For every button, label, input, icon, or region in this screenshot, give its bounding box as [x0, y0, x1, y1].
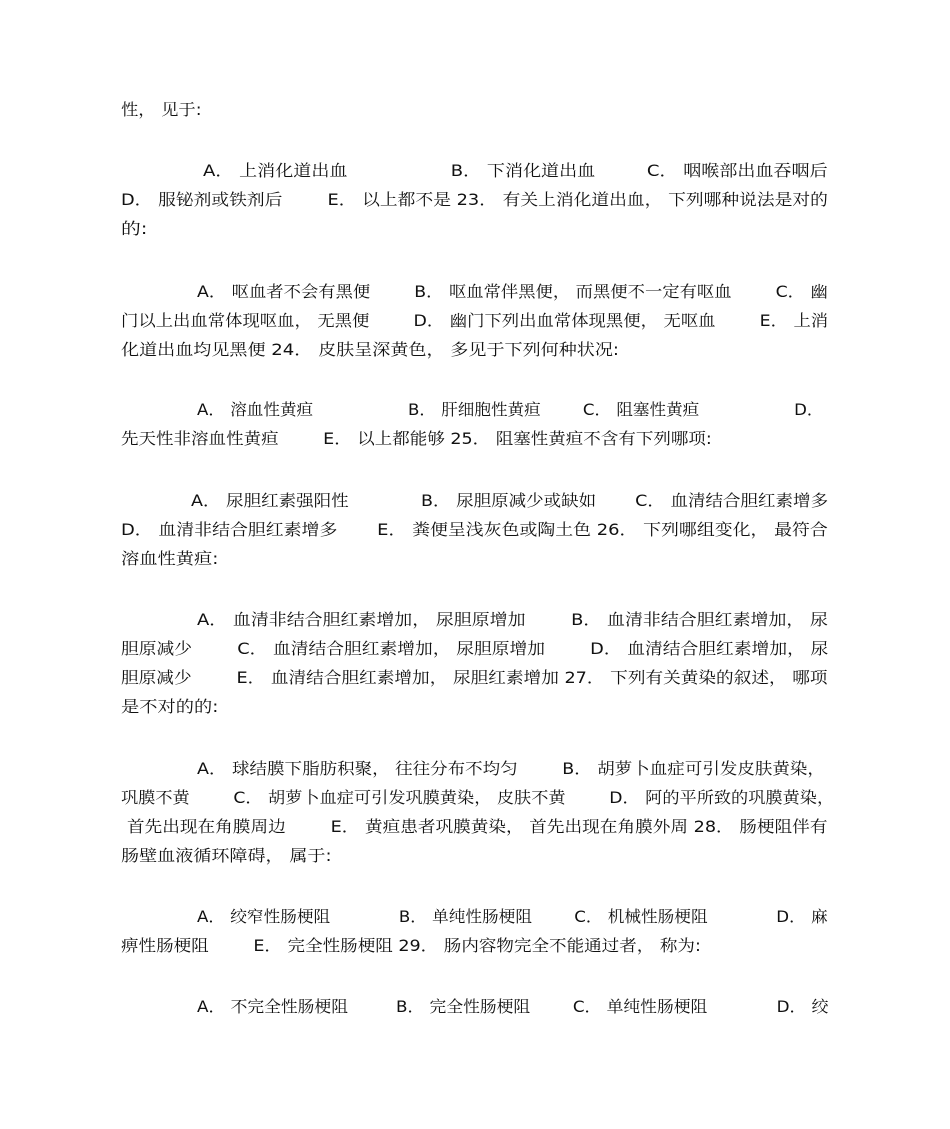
text-line: 门以上出血常体现呕血， 无黑便 D． 幽门下列出血常体现黑便， 无呕血 E． 上消 — [121, 311, 829, 330]
text-line: A． 不完全性肠梗阻 B． 完全性肠梗阻 C． 单纯性肠梗阻 D． 绞 — [197, 997, 829, 1016]
text-line: 先天性非溶血性黄疸 E． 以上都能够 25． 阻塞性黄疸不含有下列哪项: — [121, 429, 712, 448]
text-line: D． 血清非结合胆红素增多 E． 粪便呈浅灰色或陶土色 26． 下列哪组变化， 最符合 — [121, 520, 828, 539]
text-line: 是不对的的: — [121, 697, 219, 716]
text-line: A． 绞窄性肠梗阻 B． 单纯性肠梗阻 C． 机械性肠梗阻 D． 麻 — [197, 907, 828, 926]
text-line: 化道出血均见黑便 24． 皮肤呈深黄色， 多见于下列何种状况: — [121, 340, 620, 359]
text-line: 痹性肠梗阻 E． 完全性肠梗阻 29． 肠内容物完全不能通过者， 称为: — [121, 936, 701, 955]
text-line: A． 球结膜下脂肪积聚， 往往分布不均匀 B． 胡萝卜血症可引发皮肤黄染， — [197, 759, 825, 778]
text-line: 溶血性黄疸: — [121, 549, 219, 568]
text-line: 胆原减少 C． 血清结合胆红素增加， 尿胆原增加 D． 血清结合胆红素增加， 尿 — [121, 639, 829, 658]
text-line: A． 溶血性黄疸 B． 肝细胞性黄疸 C． 阻塞性黄疸 D． — [197, 400, 824, 419]
text-line: A． 呕血者不会有黑便 B． 呕血常伴黑便， 而黑便不一定有呕血 C． 幽 — [197, 282, 828, 301]
text-line: A． 尿胆红素强阳性 B． 尿胆原减少或缺如 C． 血清结合胆红素增多 — [191, 491, 829, 510]
text-line: 巩膜不黄 C． 胡萝卜血症可引发巩膜黄染， 皮肤不黄 D． 阿的平所致的巩膜黄染， — [121, 788, 835, 807]
text-line: 首先出现在角膜周边 E． 黄疸患者巩膜黄染， 首先出现在角膜外周 28． 肠梗阻伴有 — [127, 817, 828, 836]
text-line: A． 血清非结合胆红素增加， 尿胆原增加 B． 血清非结合胆红素增加， 尿 — [197, 610, 828, 629]
text-line: 胆原减少 E． 血清结合胆红素增加， 尿胆红素增加 27． 下列有关黄染的叙述， 哪项 — [121, 668, 828, 687]
text-line: A． 上消化道出血 B． 下消化道出血 C． 咽喉部出血吞咽后 — [203, 161, 828, 180]
text-line: 性， 见于: — [121, 100, 202, 119]
text-line: D． 服铋剂或铁剂后 E． 以上都不是 23． 有关上消化道出血， 下列哪种说法是对的 — [121, 190, 828, 209]
text-line: 肠壁血液循环障碍， 属于: — [121, 846, 332, 865]
text-line: 的: — [121, 219, 148, 238]
